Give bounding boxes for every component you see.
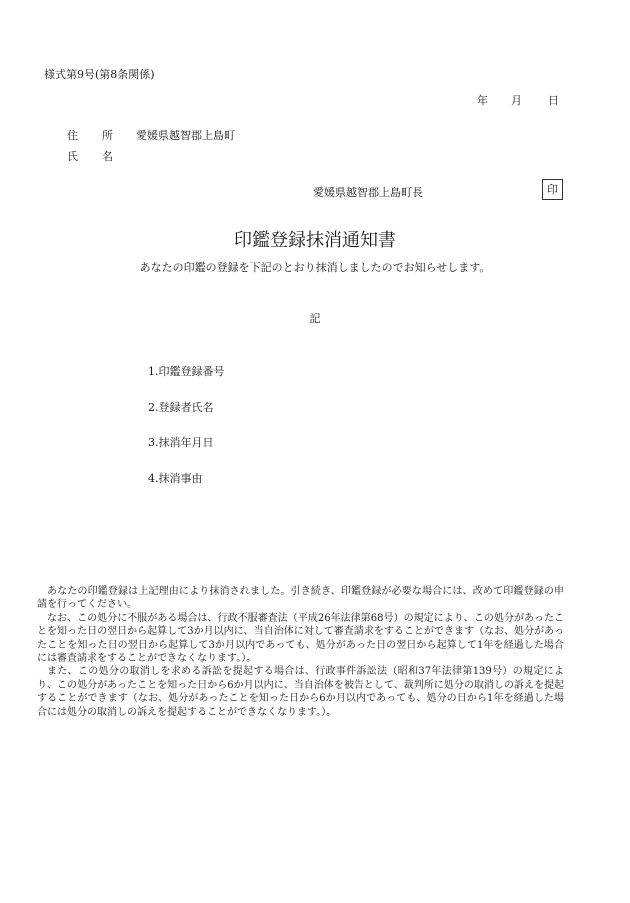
intro-text: あなたの印鑑の登録を下記のとおり抹消しましたのでお知らせします。 (139, 261, 491, 274)
note-paragraph: あなたの印鑑登録は上記理由により抹消されました。引き続き、印鑑登録が必要な場合には、改めて印鑑登録の申請を行ってください。 (37, 586, 564, 611)
item-deletion-reason: 4.抹消事由 (148, 472, 203, 485)
ki-heading: 記 (309, 312, 321, 325)
address-label-1: 住 (67, 129, 78, 142)
date-day-label: 日 (548, 94, 559, 107)
note-paragraph: また、この処分の取消しを求める訴訟を提起する場合は、行政事件訴訟法（昭和37年法律第139号）の規定により、この処分があったことを知った日から6か月以内に、当自治体を被告として、裁判所に処分の取消しの訴えを提起することができます（なお、処分があったことを知った日から6か月以内であっても、処分の日から1年を経過した場合には処分の取消しの訴えを提起することができなくなります。）。 (37, 666, 564, 718)
name-label-2: 名 (102, 150, 113, 163)
form-number: 様式第9号(第8条関係) (44, 68, 155, 81)
date-month-label: 月 (511, 94, 522, 107)
name-label-1: 氏 (67, 150, 78, 163)
item-registrant-name: 2.登録者氏名 (148, 401, 214, 414)
date-year-label: 年 (477, 94, 488, 107)
item-registration-number: 1.印鑑登録番号 (148, 365, 225, 378)
notes-section (37, 585, 564, 719)
address-value: 愛媛県越智郡上島町 (136, 129, 235, 142)
issuer-name: 愛媛県越智郡上島町長 (313, 186, 423, 199)
note-paragraph: なお、この処分に不服がある場合は、行政不服審査法（平成26年法律第68号）の規定により、この処分があったことを知った日の翌日から起算して3か月以内に、当自治体に対して審査請求をすることができます（なお、処分があったことを知った日の翌日から起算して3か月以内であっても、処分があった日の翌日から起算して1年を経過した場合には審査請求をすることができなくなります。）。 (37, 612, 564, 665)
seal-box: 印 (542, 179, 563, 200)
document-title: 印鑑登録抹消通知書 (234, 230, 396, 251)
address-label-2: 所 (102, 129, 113, 142)
item-deletion-date: 3.抹消年月日 (148, 436, 214, 449)
